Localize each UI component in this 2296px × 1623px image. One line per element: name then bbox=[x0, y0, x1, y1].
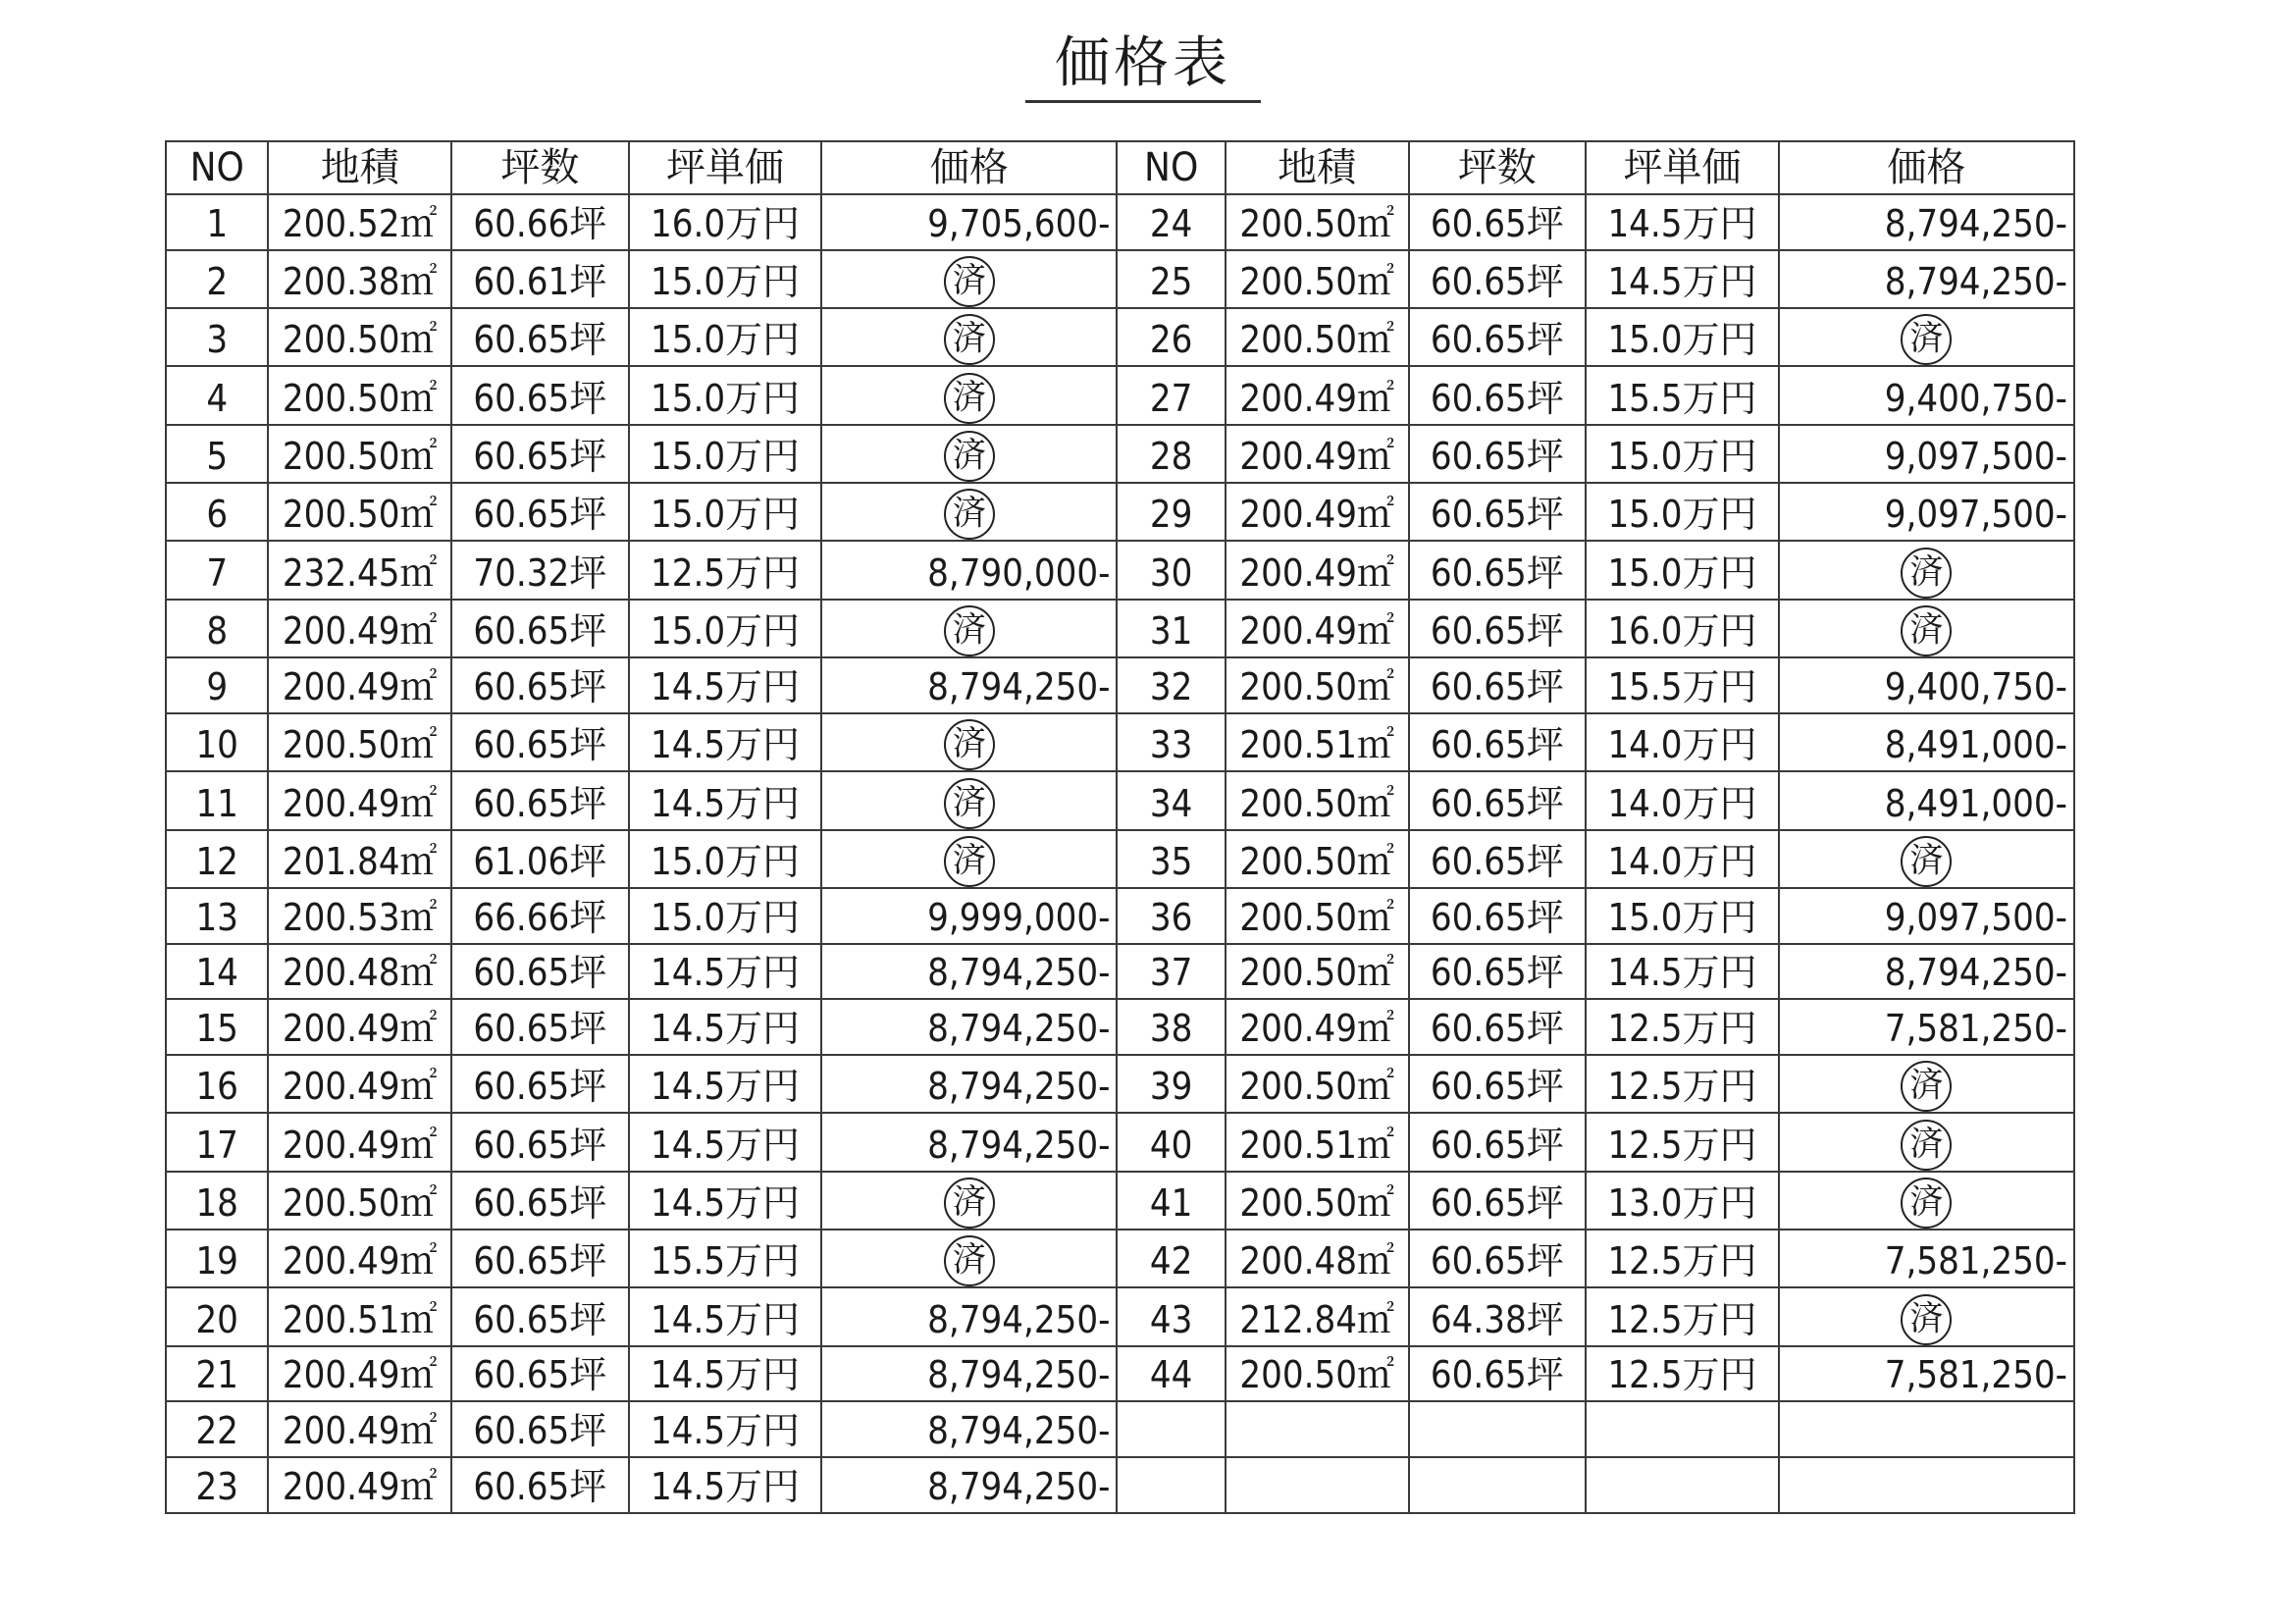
cell-area: 200.49㎡ bbox=[1226, 425, 1409, 483]
cell-unit-price: 15.0万円 bbox=[629, 483, 822, 541]
cell-area: 200.50㎡ bbox=[268, 425, 451, 483]
cell-price: 9,999,000- bbox=[821, 888, 1117, 944]
cell-price: 9,705,600- bbox=[821, 194, 1117, 250]
header-no: NO bbox=[166, 141, 268, 194]
cell-unit-price: 15.0万円 bbox=[1586, 541, 1779, 599]
cell-area: 200.49㎡ bbox=[1226, 483, 1409, 541]
cell-tsubo: 60.65坪 bbox=[1409, 366, 1587, 424]
cell-tsubo: 60.65坪 bbox=[1409, 1113, 1587, 1171]
cell-area: 200.50㎡ bbox=[1226, 308, 1409, 366]
header-price: 価格 bbox=[821, 141, 1117, 194]
page-title: 価格表 bbox=[1025, 29, 1261, 103]
cell-unit-price: 14.0万円 bbox=[1586, 830, 1779, 888]
cell-area: 200.49㎡ bbox=[268, 600, 451, 657]
cell-area: 200.49㎡ bbox=[268, 999, 451, 1055]
cell-unit-price: 15.0万円 bbox=[1586, 308, 1779, 366]
cell-tsubo: 60.65坪 bbox=[1409, 888, 1587, 944]
cell-no: 39 bbox=[1117, 1055, 1225, 1113]
cell-price bbox=[1779, 830, 2074, 888]
cell-unit-price: 14.5万円 bbox=[1586, 250, 1779, 308]
cell-unit-price: 14.5万円 bbox=[629, 657, 822, 713]
cell-unit-price: 12.5万円 bbox=[1586, 1113, 1779, 1171]
cell-tsubo: 60.65坪 bbox=[1409, 1055, 1587, 1113]
cell-tsubo: 60.65坪 bbox=[451, 1346, 629, 1402]
cell-area: 200.50㎡ bbox=[268, 483, 451, 541]
cell-tsubo: 60.65坪 bbox=[1409, 1172, 1587, 1230]
cell-area: 200.53㎡ bbox=[268, 888, 451, 944]
cell-no: 34 bbox=[1117, 771, 1225, 829]
cell-unit-price: 14.0万円 bbox=[1586, 713, 1779, 771]
header-no: NO bbox=[1117, 141, 1225, 194]
cell-tsubo: 66.66坪 bbox=[451, 888, 629, 944]
cell-no: 38 bbox=[1117, 999, 1225, 1055]
cell-price: 9,097,500- bbox=[1779, 483, 2074, 541]
table-row bbox=[166, 1457, 2074, 1513]
sold-stamp: 済 bbox=[1901, 1120, 1952, 1171]
cell-unit-price: 12.5万円 bbox=[629, 541, 822, 599]
sold-stamp: 済 bbox=[1901, 836, 1952, 887]
cell-price bbox=[821, 1172, 1117, 1230]
cell-no: 31 bbox=[1117, 600, 1225, 657]
cell-no: 22 bbox=[166, 1401, 268, 1457]
cell-area: 232.45㎡ bbox=[268, 541, 451, 599]
cell-unit-price: 14.5万円 bbox=[629, 713, 822, 771]
sold-stamp: 済 bbox=[1901, 314, 1952, 365]
cell-area: 201.84㎡ bbox=[268, 830, 451, 888]
cell-price bbox=[821, 713, 1117, 771]
cell-price bbox=[821, 830, 1117, 888]
cell-unit-price: 14.5万円 bbox=[629, 999, 822, 1055]
cell-area: 200.52㎡ bbox=[268, 194, 451, 250]
sold-stamp: 済 bbox=[944, 778, 995, 829]
cell-no: 32 bbox=[1117, 657, 1225, 713]
cell-tsubo: 60.65坪 bbox=[1409, 713, 1587, 771]
cell-no: 40 bbox=[1117, 1113, 1225, 1171]
cell-unit-price: 14.5万円 bbox=[629, 1401, 822, 1457]
table-row bbox=[166, 1055, 2074, 1113]
cell-tsubo: 60.65坪 bbox=[1409, 425, 1587, 483]
header-tsubo: 坪数 bbox=[1409, 141, 1587, 194]
cell-unit-price: 12.5万円 bbox=[1586, 1287, 1779, 1345]
cell-tsubo: 61.06坪 bbox=[451, 830, 629, 888]
cell-price bbox=[821, 308, 1117, 366]
cell-area: 200.49㎡ bbox=[268, 1230, 451, 1287]
cell-tsubo: 60.65坪 bbox=[1409, 657, 1587, 713]
cell-unit-price: 15.5万円 bbox=[1586, 657, 1779, 713]
cell-area: 200.50㎡ bbox=[1226, 1055, 1409, 1113]
cell-area: 200.51㎡ bbox=[268, 1287, 451, 1345]
cell-no: 1 bbox=[166, 194, 268, 250]
cell-tsubo: 60.65坪 bbox=[451, 999, 629, 1055]
cell-price: 9,097,500- bbox=[1779, 425, 2074, 483]
sold-stamp: 済 bbox=[1901, 1061, 1952, 1112]
cell-unit-price: 14.5万円 bbox=[629, 1055, 822, 1113]
cell-unit-price bbox=[1586, 1457, 1779, 1513]
cell-no: 43 bbox=[1117, 1287, 1225, 1345]
cell-unit-price: 14.5万円 bbox=[629, 1172, 822, 1230]
sold-stamp: 済 bbox=[944, 256, 995, 307]
sold-stamp: 済 bbox=[1901, 605, 1952, 656]
cell-area: 200.50㎡ bbox=[1226, 1172, 1409, 1230]
cell-tsubo: 60.65坪 bbox=[451, 1401, 629, 1457]
cell-price: 8,794,250- bbox=[821, 999, 1117, 1055]
cell-no: 44 bbox=[1117, 1346, 1225, 1402]
cell-no: 25 bbox=[1117, 250, 1225, 308]
cell-price bbox=[821, 1230, 1117, 1287]
cell-unit-price: 12.5万円 bbox=[1586, 999, 1779, 1055]
cell-no: 14 bbox=[166, 944, 268, 1000]
sold-stamp: 済 bbox=[944, 373, 995, 424]
table-row bbox=[166, 999, 2074, 1055]
sold-stamp: 済 bbox=[944, 836, 995, 887]
cell-tsubo: 60.65坪 bbox=[1409, 1230, 1587, 1287]
table-row bbox=[166, 1113, 2074, 1171]
table-row bbox=[166, 1230, 2074, 1287]
cell-no: 19 bbox=[166, 1230, 268, 1287]
cell-price bbox=[1779, 600, 2074, 657]
cell-no: 27 bbox=[1117, 366, 1225, 424]
cell-no: 6 bbox=[166, 483, 268, 541]
cell-unit-price: 15.0万円 bbox=[629, 250, 822, 308]
cell-area: 200.51㎡ bbox=[1226, 713, 1409, 771]
cell-area bbox=[1226, 1401, 1409, 1457]
cell-price: 8,794,250- bbox=[821, 1457, 1117, 1513]
cell-tsubo: 60.65坪 bbox=[451, 1055, 629, 1113]
cell-area: 200.49㎡ bbox=[1226, 600, 1409, 657]
cell-no bbox=[1117, 1401, 1225, 1457]
cell-tsubo: 60.65坪 bbox=[451, 483, 629, 541]
cell-tsubo: 60.65坪 bbox=[451, 771, 629, 829]
table-row bbox=[166, 1172, 2074, 1230]
sold-stamp: 済 bbox=[944, 1235, 995, 1286]
cell-price: 8,794,250- bbox=[821, 1055, 1117, 1113]
cell-unit-price: 15.0万円 bbox=[629, 366, 822, 424]
cell-unit-price: 15.5万円 bbox=[629, 1230, 822, 1287]
cell-tsubo: 60.65坪 bbox=[451, 600, 629, 657]
cell-area: 200.49㎡ bbox=[1226, 999, 1409, 1055]
cell-area bbox=[1226, 1457, 1409, 1513]
cell-no: 21 bbox=[166, 1346, 268, 1402]
cell-no: 10 bbox=[166, 713, 268, 771]
cell-price: 8,491,000- bbox=[1779, 771, 2074, 829]
cell-tsubo: 60.65坪 bbox=[451, 944, 629, 1000]
cell-no: 37 bbox=[1117, 944, 1225, 1000]
cell-no: 3 bbox=[166, 308, 268, 366]
cell-no: 9 bbox=[166, 657, 268, 713]
table-row bbox=[166, 1401, 2074, 1457]
header-area: 地積 bbox=[1226, 141, 1409, 194]
cell-price bbox=[1779, 308, 2074, 366]
cell-unit-price bbox=[1586, 1401, 1779, 1457]
cell-no: 33 bbox=[1117, 713, 1225, 771]
cell-no: 8 bbox=[166, 600, 268, 657]
cell-area: 200.50㎡ bbox=[268, 713, 451, 771]
cell-no: 26 bbox=[1117, 308, 1225, 366]
cell-tsubo: 60.65坪 bbox=[1409, 600, 1587, 657]
cell-unit-price: 15.0万円 bbox=[1586, 425, 1779, 483]
cell-unit-price: 14.5万円 bbox=[629, 1346, 822, 1402]
cell-area: 200.50㎡ bbox=[268, 308, 451, 366]
cell-no: 18 bbox=[166, 1172, 268, 1230]
cell-unit-price: 14.5万円 bbox=[1586, 194, 1779, 250]
cell-area: 200.49㎡ bbox=[268, 1401, 451, 1457]
table-row bbox=[166, 425, 2074, 483]
cell-area: 200.49㎡ bbox=[268, 1346, 451, 1402]
cell-no: 12 bbox=[166, 830, 268, 888]
cell-tsubo: 60.61坪 bbox=[451, 250, 629, 308]
cell-unit-price: 15.0万円 bbox=[629, 888, 822, 944]
sold-stamp: 済 bbox=[1901, 1178, 1952, 1229]
cell-tsubo: 60.66坪 bbox=[451, 194, 629, 250]
cell-tsubo bbox=[1409, 1457, 1587, 1513]
price-table bbox=[165, 140, 2075, 1514]
table-row bbox=[166, 888, 2074, 944]
table-body bbox=[166, 194, 2074, 1513]
cell-price: 7,581,250- bbox=[1779, 999, 2074, 1055]
cell-unit-price: 15.0万円 bbox=[629, 308, 822, 366]
cell-price bbox=[821, 600, 1117, 657]
cell-tsubo: 64.38坪 bbox=[1409, 1287, 1587, 1345]
cell-area: 200.49㎡ bbox=[268, 771, 451, 829]
cell-tsubo: 60.65坪 bbox=[451, 366, 629, 424]
cell-area: 200.50㎡ bbox=[1226, 771, 1409, 829]
cell-no: 29 bbox=[1117, 483, 1225, 541]
cell-area: 200.49㎡ bbox=[268, 657, 451, 713]
table-row bbox=[166, 483, 2074, 541]
cell-price: 9,097,500- bbox=[1779, 888, 2074, 944]
cell-area: 200.50㎡ bbox=[1226, 830, 1409, 888]
cell-area: 200.50㎡ bbox=[1226, 888, 1409, 944]
cell-price: 9,400,750- bbox=[1779, 657, 2074, 713]
cell-unit-price: 16.0万円 bbox=[629, 194, 822, 250]
cell-price bbox=[1779, 541, 2074, 599]
cell-unit-price: 14.5万円 bbox=[629, 1113, 822, 1171]
table-row bbox=[166, 541, 2074, 599]
table-row bbox=[166, 944, 2074, 1000]
cell-price: 7,581,250- bbox=[1779, 1230, 2074, 1287]
table-row bbox=[166, 1346, 2074, 1402]
cell-area: 200.48㎡ bbox=[1226, 1230, 1409, 1287]
cell-area: 212.84㎡ bbox=[1226, 1287, 1409, 1345]
cell-tsubo: 60.65坪 bbox=[1409, 308, 1587, 366]
table-row bbox=[166, 600, 2074, 657]
cell-tsubo: 60.65坪 bbox=[451, 425, 629, 483]
header-unit-price: 坪単価 bbox=[629, 141, 822, 194]
cell-unit-price: 15.0万円 bbox=[1586, 483, 1779, 541]
cell-area: 200.49㎡ bbox=[268, 1457, 451, 1513]
cell-area: 200.50㎡ bbox=[1226, 250, 1409, 308]
cell-tsubo: 60.65坪 bbox=[451, 1113, 629, 1171]
cell-price bbox=[1779, 1457, 2074, 1513]
cell-price bbox=[821, 771, 1117, 829]
cell-tsubo: 60.65坪 bbox=[451, 1172, 629, 1230]
table-row bbox=[166, 308, 2074, 366]
cell-price bbox=[1779, 1172, 2074, 1230]
table-row bbox=[166, 1287, 2074, 1345]
cell-unit-price: 12.5万円 bbox=[1586, 1055, 1779, 1113]
cell-price: 8,794,250- bbox=[821, 657, 1117, 713]
cell-no: 11 bbox=[166, 771, 268, 829]
cell-no bbox=[1117, 1457, 1225, 1513]
cell-unit-price: 14.5万円 bbox=[629, 1287, 822, 1345]
cell-no: 23 bbox=[166, 1457, 268, 1513]
cell-no: 28 bbox=[1117, 425, 1225, 483]
cell-price bbox=[821, 483, 1117, 541]
cell-tsubo: 60.65坪 bbox=[1409, 830, 1587, 888]
cell-no: 41 bbox=[1117, 1172, 1225, 1230]
table-row bbox=[166, 194, 2074, 250]
cell-price: 8,794,250- bbox=[821, 1346, 1117, 1402]
cell-price bbox=[1779, 1401, 2074, 1457]
cell-area: 200.50㎡ bbox=[268, 366, 451, 424]
cell-area: 200.50㎡ bbox=[1226, 944, 1409, 1000]
cell-area: 200.50㎡ bbox=[1226, 194, 1409, 250]
cell-price: 8,794,250- bbox=[1779, 194, 2074, 250]
cell-no: 42 bbox=[1117, 1230, 1225, 1287]
cell-price: 8,491,000- bbox=[1779, 713, 2074, 771]
cell-unit-price: 15.0万円 bbox=[629, 425, 822, 483]
cell-tsubo: 60.65坪 bbox=[1409, 771, 1587, 829]
cell-unit-price: 14.5万円 bbox=[629, 771, 822, 829]
cell-tsubo: 60.65坪 bbox=[451, 1457, 629, 1513]
cell-tsubo: 60.65坪 bbox=[451, 1230, 629, 1287]
cell-price bbox=[821, 425, 1117, 483]
cell-tsubo: 60.65坪 bbox=[1409, 194, 1587, 250]
cell-no: 17 bbox=[166, 1113, 268, 1171]
table-row bbox=[166, 830, 2074, 888]
cell-unit-price: 15.0万円 bbox=[629, 600, 822, 657]
cell-tsubo bbox=[1409, 1401, 1587, 1457]
cell-area: 200.50㎡ bbox=[268, 1172, 451, 1230]
cell-tsubo: 60.65坪 bbox=[451, 1287, 629, 1345]
cell-unit-price: 12.5万円 bbox=[1586, 1230, 1779, 1287]
cell-area: 200.51㎡ bbox=[1226, 1113, 1409, 1171]
cell-no: 7 bbox=[166, 541, 268, 599]
cell-unit-price: 14.5万円 bbox=[629, 944, 822, 1000]
cell-no: 15 bbox=[166, 999, 268, 1055]
cell-area: 200.48㎡ bbox=[268, 944, 451, 1000]
cell-no: 2 bbox=[166, 250, 268, 308]
header-price: 価格 bbox=[1779, 141, 2074, 194]
cell-price: 8,794,250- bbox=[821, 1401, 1117, 1457]
sold-stamp: 済 bbox=[1901, 548, 1952, 599]
sold-stamp: 済 bbox=[944, 605, 995, 656]
cell-unit-price: 15.0万円 bbox=[629, 830, 822, 888]
cell-unit-price: 14.0万円 bbox=[1586, 771, 1779, 829]
cell-area: 200.49㎡ bbox=[268, 1055, 451, 1113]
cell-area: 200.50㎡ bbox=[1226, 1346, 1409, 1402]
cell-price bbox=[821, 250, 1117, 308]
cell-price: 7,581,250- bbox=[1779, 1346, 2074, 1402]
cell-tsubo: 60.65坪 bbox=[1409, 541, 1587, 599]
cell-tsubo: 70.32坪 bbox=[451, 541, 629, 599]
cell-area: 200.50㎡ bbox=[1226, 657, 1409, 713]
cell-no: 5 bbox=[166, 425, 268, 483]
table-row bbox=[166, 250, 2074, 308]
cell-area: 200.49㎡ bbox=[1226, 366, 1409, 424]
cell-no: 20 bbox=[166, 1287, 268, 1345]
cell-area: 200.49㎡ bbox=[268, 1113, 451, 1171]
cell-unit-price: 14.5万円 bbox=[629, 1457, 822, 1513]
cell-no: 4 bbox=[166, 366, 268, 424]
cell-price: 8,794,250- bbox=[1779, 250, 2074, 308]
cell-unit-price: 12.5万円 bbox=[1586, 1346, 1779, 1402]
sold-stamp: 済 bbox=[944, 1178, 995, 1229]
cell-no: 13 bbox=[166, 888, 268, 944]
cell-unit-price: 13.0万円 bbox=[1586, 1172, 1779, 1230]
header-area: 地積 bbox=[268, 141, 451, 194]
cell-no: 16 bbox=[166, 1055, 268, 1113]
cell-tsubo: 60.65坪 bbox=[1409, 483, 1587, 541]
sold-stamp: 済 bbox=[944, 431, 995, 482]
cell-price: 8,794,250- bbox=[821, 1287, 1117, 1345]
header-tsubo: 坪数 bbox=[451, 141, 629, 194]
cell-no: 24 bbox=[1117, 194, 1225, 250]
cell-price bbox=[1779, 1287, 2074, 1345]
cell-price: 9,400,750- bbox=[1779, 366, 2074, 424]
cell-tsubo: 60.65坪 bbox=[1409, 944, 1587, 1000]
cell-no: 30 bbox=[1117, 541, 1225, 599]
cell-unit-price: 16.0万円 bbox=[1586, 600, 1779, 657]
cell-tsubo: 60.65坪 bbox=[1409, 250, 1587, 308]
cell-price: 8,790,000- bbox=[821, 541, 1117, 599]
cell-price: 8,794,250- bbox=[821, 944, 1117, 1000]
cell-no: 35 bbox=[1117, 830, 1225, 888]
cell-area: 200.38㎡ bbox=[268, 250, 451, 308]
cell-area: 200.49㎡ bbox=[1226, 541, 1409, 599]
header-unit-price: 坪単価 bbox=[1586, 141, 1779, 194]
cell-unit-price: 15.5万円 bbox=[1586, 366, 1779, 424]
cell-tsubo: 60.65坪 bbox=[451, 308, 629, 366]
sold-stamp: 済 bbox=[944, 719, 995, 770]
cell-price bbox=[1779, 1113, 2074, 1171]
cell-tsubo: 60.65坪 bbox=[451, 713, 629, 771]
cell-price bbox=[821, 366, 1117, 424]
sold-stamp: 済 bbox=[1901, 1294, 1952, 1345]
table-row bbox=[166, 713, 2074, 771]
table-row bbox=[166, 771, 2074, 829]
sold-stamp: 済 bbox=[944, 489, 995, 540]
table-row bbox=[166, 657, 2074, 713]
cell-unit-price: 15.0万円 bbox=[1586, 888, 1779, 944]
cell-unit-price: 14.5万円 bbox=[1586, 944, 1779, 1000]
table-row bbox=[166, 366, 2074, 424]
cell-tsubo: 60.65坪 bbox=[1409, 1346, 1587, 1402]
sold-stamp: 済 bbox=[944, 314, 995, 365]
cell-tsubo: 60.65坪 bbox=[1409, 999, 1587, 1055]
cell-price: 8,794,250- bbox=[1779, 944, 2074, 1000]
header-row bbox=[166, 141, 2074, 194]
cell-tsubo: 60.65坪 bbox=[451, 657, 629, 713]
cell-price bbox=[1779, 1055, 2074, 1113]
cell-price: 8,794,250- bbox=[821, 1113, 1117, 1171]
cell-no: 36 bbox=[1117, 888, 1225, 944]
